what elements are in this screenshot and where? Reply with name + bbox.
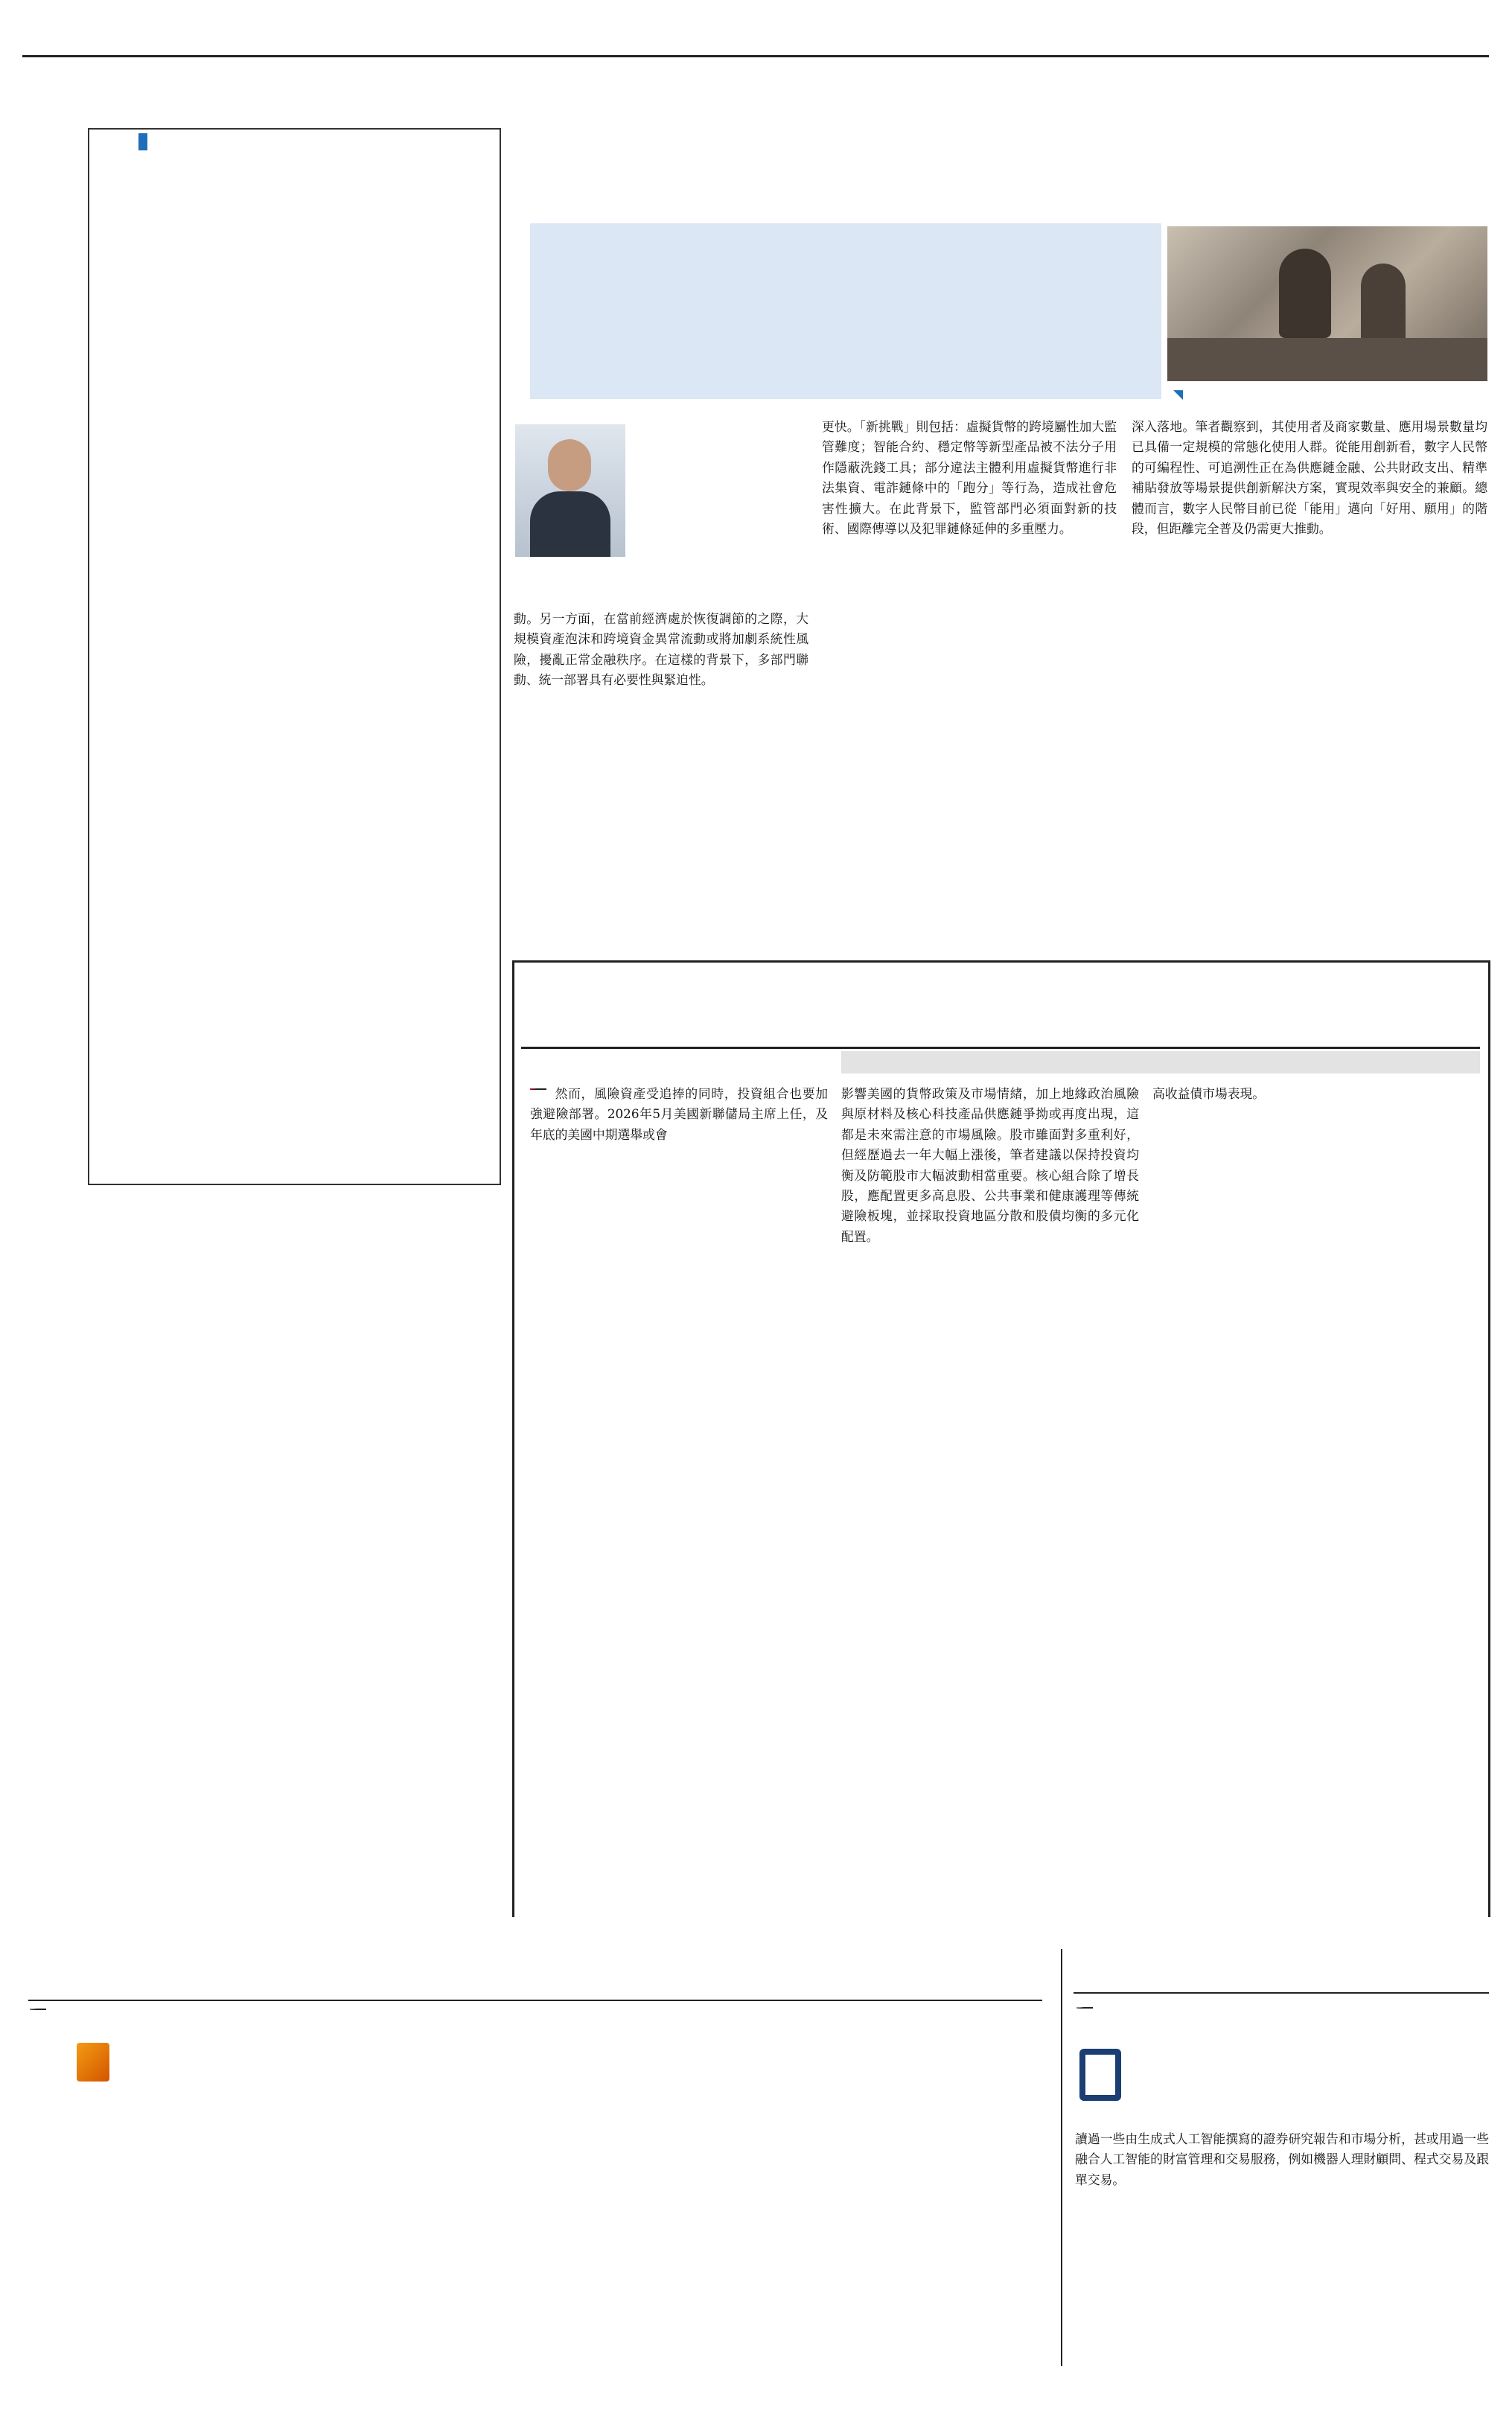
paragraph: 更快。「新挑戰」則包括：虛擬貨幣的跨境屬性加大監管難度；智能合約、穩定幣等新型產品被不法分子用作隱蔽洗錢工具；部分違法主體利用虛擬貨幣進行非法集資、電詐鏈條中的「跑分」等行為，造成社會危害性擴大。在此背景下，監管部門必須面對新的技術、國際傳導以及犯罪鏈條延伸的多重壓力。	[822, 419, 1117, 537]
main-intro	[536, 229, 1154, 395]
ai-rule	[1074, 1992, 1489, 1994]
web3-tag	[138, 133, 147, 150]
paragraph: 深入落地。筆者觀察到，其使用者及商家數量、應用場景數量均已具備一定規模的常態化使用人群。從能用創新看，數字人民幣的可編程性、可追溯性正在為供應鏈金融、公共財政支出、精準補貼發放等場景提供創新解決方案，實現效率與安全的兼顧。總體而言，數字人民幣目前已從「能用」邁向「好用、願用」的階段，但距離完全普及仍需更大推動。	[1132, 419, 1487, 537]
ai-tag	[1076, 2007, 1093, 2009]
photo-figure	[1279, 249, 1331, 338]
paragraph: 然而，風險資產受追捧的同時，投資組合也要加強避險部署。2026年5月美國新聯儲局主席上任，及年底的美國中期選舉或會	[530, 1086, 828, 1142]
gold-rule	[28, 2000, 1042, 2001]
paragraph: 動。另一方面，在當前經濟處於恢復調節的之際，大規模資產泡沫和跨境資金異常流動或將加劇系統性風險，擾亂正常金融秩序。在這樣的背景下，多部門聯動、統一部署具有必要性與緊迫性。	[514, 611, 808, 688]
web3-header	[138, 134, 493, 180]
gold-logo	[37, 2043, 149, 2113]
main-col1	[514, 609, 808, 929]
ifec-logo-mark	[1079, 2049, 1121, 2101]
paragraph: 讀過一些由生成式人工智能撰寫的證券研究報告和市場分析，甚或用過一些融合人工智能的財富管理和交易服務，例如機器人理財顧問、程式交易及跟單交易。	[1075, 2131, 1489, 2187]
gold-col3	[737, 2004, 1042, 2309]
photo-counter	[1167, 338, 1487, 381]
main-col1-wrap	[667, 417, 808, 612]
strategy-rule	[521, 1047, 1480, 1049]
ai-divider	[1061, 1949, 1062, 2366]
everbright-logo-mark	[77, 2043, 109, 2082]
web3-body-top	[138, 216, 494, 819]
page-header	[22, 21, 1489, 57]
author-face	[548, 439, 591, 491]
author-photo	[515, 424, 625, 557]
ai-p1b	[1075, 2129, 1489, 2345]
gold-tag	[30, 2009, 46, 2010]
strategy-col2	[841, 1084, 1139, 1620]
web3-body-bottom	[95, 819, 494, 1178]
gold-col1b	[30, 2126, 380, 2305]
photo-caption: ◥	[1173, 387, 1184, 402]
gold-col2	[396, 2004, 724, 2309]
ifec-logo	[1079, 2046, 1243, 2105]
paragraph: 影響美國的貨幣政策及市場情緒，加上地緣政治風險與原材料及核心科技產品供應鏈爭拗或再度出現，這都是未來需注意的市場風險。股市雖面對多重利好，但經歷過去一年大幅上漲後，筆者建議以保持投資均衡及防範股市大幅波動相當重要。核心組合除了增長股，應配置更多高息股、公共事業和健康護理等傳統避險板塊，並採取投資地區分散和股債均衡的多元化配置。	[841, 1086, 1139, 1244]
header-rule	[22, 55, 1489, 57]
photo-figure	[1361, 264, 1406, 345]
main-col3	[1132, 417, 1487, 929]
author-suit	[530, 491, 610, 557]
strategy-col1	[530, 1084, 828, 1620]
news-photo	[1167, 226, 1487, 381]
strategy-author-band	[841, 1051, 1480, 1074]
strategy-col3	[1152, 1084, 1480, 1620]
main-col2	[822, 417, 1117, 929]
paragraph: 高收益債市場表現。	[1152, 1086, 1266, 1101]
